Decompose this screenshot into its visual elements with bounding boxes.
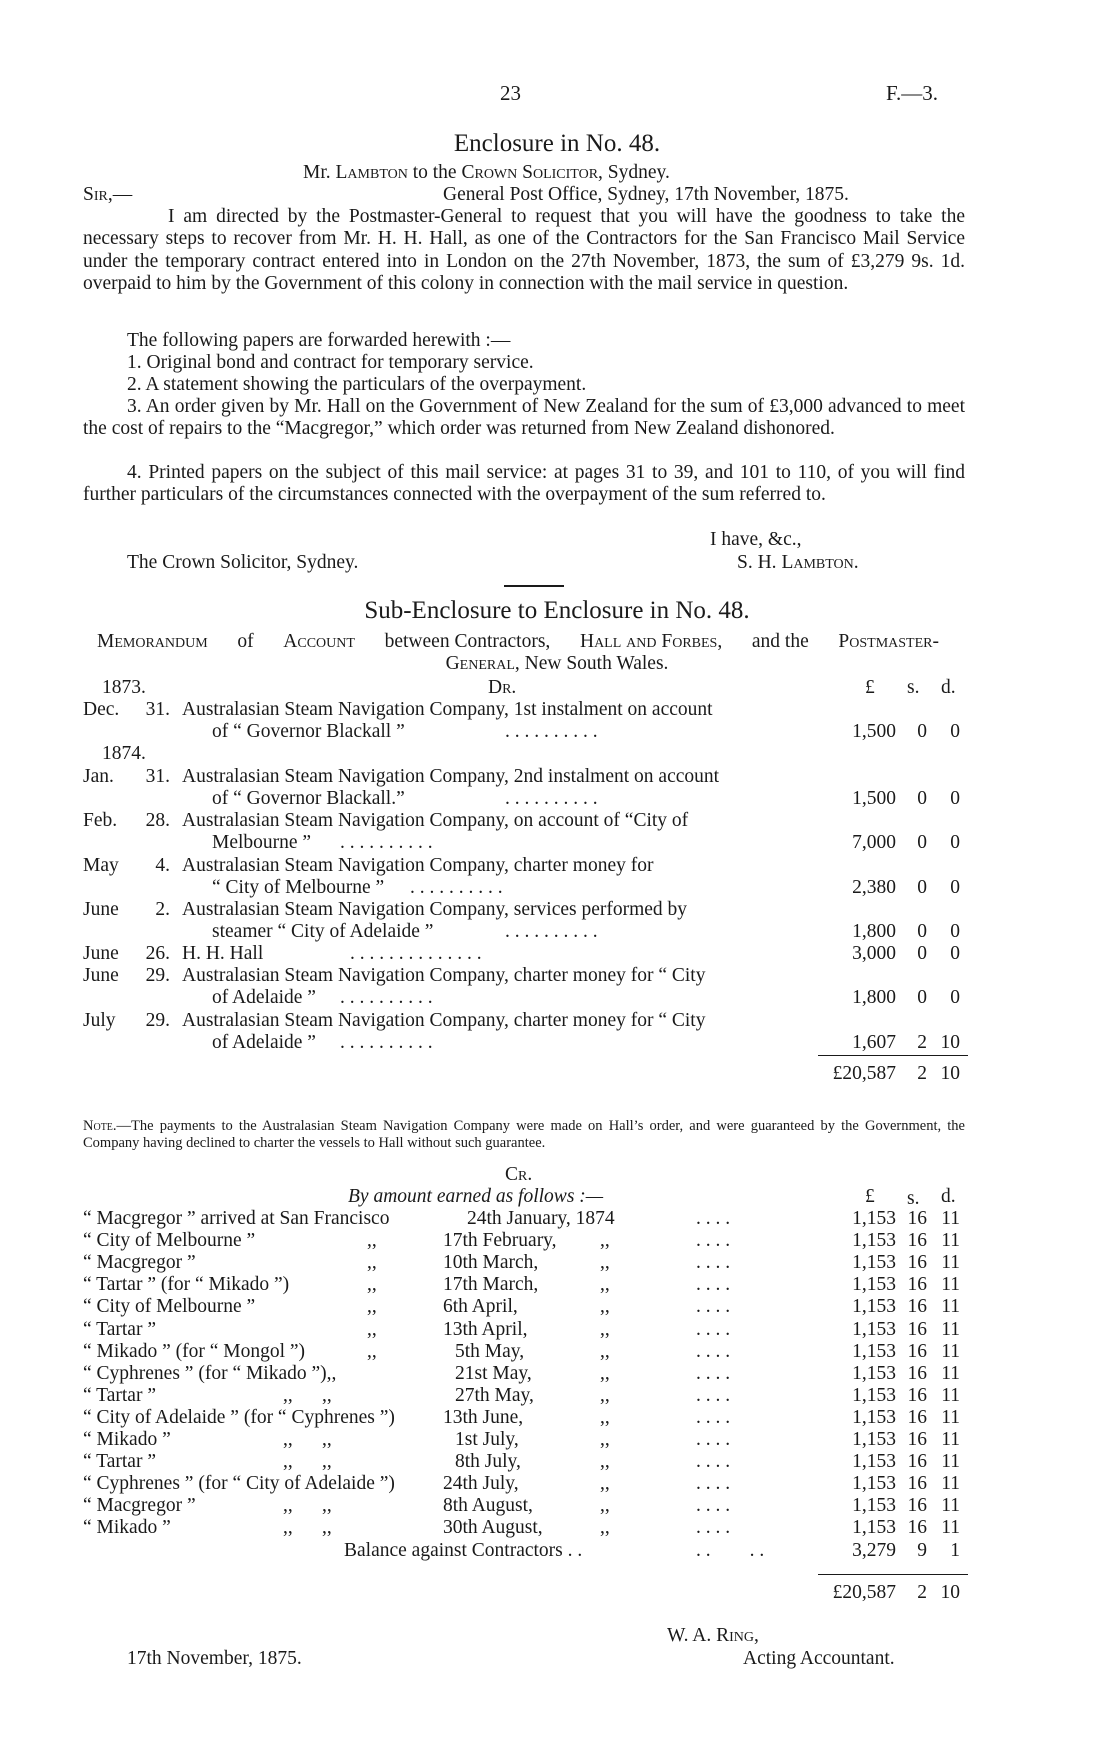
cr-leader: . . . . xyxy=(696,1495,731,1517)
dr-total-pounds: £20,587 xyxy=(832,1063,896,1084)
dr-month: June xyxy=(83,899,119,920)
cr-date: 8th July, xyxy=(455,1451,521,1473)
dr-description: Australasian Steam Navigation Company, charter money for “ City xyxy=(182,965,706,986)
cr-ditto-mark: ,, ,, xyxy=(283,1495,332,1517)
cr-shillings: 16 xyxy=(907,1517,927,1539)
cr-date: 17th February, xyxy=(443,1230,557,1252)
sub-enclosure-title: Sub-Enclosure to Enclosure in No. 48. xyxy=(364,597,750,624)
cr-date: 30th August, xyxy=(443,1517,543,1539)
cr-leader: . . . . xyxy=(696,1340,731,1362)
cr-ditto: ,, xyxy=(600,1429,610,1450)
balance-pence: 1 xyxy=(950,1540,960,1561)
dr-leader: . . . . . . . . . . xyxy=(340,832,433,853)
cr-pounds: 1,153 xyxy=(852,1517,896,1539)
dr-leader: . . . . . . . . . . xyxy=(340,1032,433,1053)
dr-leader: . . . . . . . . . . xyxy=(505,788,598,809)
cr-date: 13th April, xyxy=(443,1318,528,1340)
cr-pounds: 1,153 xyxy=(852,1384,896,1406)
cr-shillings: 16 xyxy=(907,1384,927,1406)
dr-pence: 0 xyxy=(950,987,960,1008)
cr-pounds: 1,153 xyxy=(852,1451,896,1473)
addressee: The Crown Solicitor, Sydney. xyxy=(127,552,359,573)
cr-date: 21st May, xyxy=(455,1362,532,1384)
cr-shillings: 16 xyxy=(907,1230,927,1252)
cr-total-shillings: 2 xyxy=(917,1582,927,1603)
footer-date: 17th November, 1875. xyxy=(127,1648,302,1669)
cr-pounds: 1,153 xyxy=(852,1340,896,1362)
dr-pounds: 1,607 xyxy=(852,1032,896,1053)
cr-vessel: “ Tartar ” xyxy=(83,1318,156,1340)
letter-paragraph-2: The following papers are forwarded herewith :— xyxy=(127,330,511,351)
cr-date: 8th August, xyxy=(443,1495,533,1517)
dr-col-pence: d. xyxy=(941,677,956,698)
cr-shillings: 16 xyxy=(907,1451,927,1473)
cr-ditto: ,, xyxy=(600,1252,610,1274)
cr-total-pence: 10 xyxy=(940,1582,960,1603)
series-reference: F.—3. xyxy=(886,81,938,105)
cr-vessel: “ Cyphrenes ” (for “ City of Adelaide ”) xyxy=(83,1473,395,1495)
letter-paragraph-1: I am directed by the Postmaster-General to request that you will have the goodness to take the necessary steps to recover from Mr. H. H. Hall, as one of the Contractors for the San Francisco Mail Service under the temporary contract entered into in London on the 27th November, 1873, the sum of £3,279 9s. 1d. overpaid to him by the Government of this colony in connection with the mail service in question. xyxy=(83,206,965,295)
list-item-1: 1. Original bond and contract for temporary service. xyxy=(127,352,534,373)
cr-pounds: 1,153 xyxy=(852,1274,896,1296)
cr-shillings: 16 xyxy=(907,1252,927,1274)
dr-description: Australasian Steam Navigation Company, 1st instalment on account xyxy=(182,699,713,720)
dr-description-continued: of “ Governor Blackall ” xyxy=(212,721,405,742)
memorandum-line-2: General, New South Wales. xyxy=(445,653,669,674)
cr-leader: . . . . xyxy=(696,1517,731,1539)
enclosure-heading: Mr. Lambton to the Crown Solicitor, Sydney. xyxy=(303,162,670,183)
dr-month: May xyxy=(83,855,119,876)
dr-pence: 10 xyxy=(940,1032,960,1053)
cr-pounds: 1,153 xyxy=(852,1473,896,1495)
dr-year-1873: 1873. xyxy=(102,677,146,698)
dr-pounds: 1,800 xyxy=(852,987,896,1008)
cr-date: 24th July, xyxy=(443,1473,519,1495)
cr-vessel: “ Tartar ” (for “ Mikado ”) xyxy=(83,1274,290,1296)
salutation: Sir,— xyxy=(83,184,133,205)
list-item-3: 3. An order given by Mr. Hall on the Government of New Zealand for the sum of £3,000 advanced to meet the cost of repairs to the “Macgregor,” which order was returned from New Zealand dishonored. xyxy=(83,396,965,440)
cr-pence: 11 xyxy=(941,1473,960,1495)
cr-vessel: “ Mikado ” (for “ Mongol ”) xyxy=(83,1340,306,1362)
dr-description-continued: steamer “ City of Adelaide ” xyxy=(212,921,434,942)
cr-date: 5th May, xyxy=(455,1340,525,1362)
cr-ditto: ,, xyxy=(600,1517,610,1539)
enclosure-title: Enclosure in No. 48. xyxy=(453,130,661,157)
cr-vessel: “ Mikado ” xyxy=(83,1429,171,1450)
cr-leader: . . . . xyxy=(696,1384,731,1406)
dr-month: Jan. xyxy=(83,766,114,787)
dr-pence: 0 xyxy=(950,943,960,964)
cr-pounds: 1,153 xyxy=(852,1429,896,1450)
dr-shillings: 0 xyxy=(917,788,927,809)
dr-leader: . . . . . . . . . . xyxy=(505,921,598,942)
dr-leader: . . . . . . . . . . . . . . xyxy=(350,943,482,964)
cr-leader: . . . . xyxy=(696,1274,731,1296)
cr-pounds: 1,153 xyxy=(852,1252,896,1274)
cr-ditto-mark: ,, xyxy=(367,1274,377,1296)
cr-shillings: 16 xyxy=(907,1362,927,1384)
cr-pence: 11 xyxy=(941,1296,960,1318)
dr-total-pence: 10 xyxy=(940,1063,960,1084)
dr-description: Australasian Steam Navigation Company, on account of “City of xyxy=(182,810,689,831)
dr-shillings: 0 xyxy=(917,721,927,742)
cr-leader: . . . . xyxy=(696,1473,731,1495)
cr-ditto-mark: ,, xyxy=(367,1252,377,1274)
cr-col-pence: d. xyxy=(941,1186,956,1207)
dr-pence: 0 xyxy=(950,721,960,742)
cr-ditto-mark: ,, ,, xyxy=(283,1384,332,1406)
dr-day: 2. xyxy=(155,899,170,920)
cr-date: 13th June, xyxy=(443,1406,524,1428)
dr-year-1874: 1874. xyxy=(102,743,146,764)
cr-vessel: “ City of Melbourne ” xyxy=(83,1230,256,1252)
cr-ditto-mark: ,, ,, xyxy=(283,1429,332,1450)
dr-month: June xyxy=(83,965,119,986)
cr-total-rule xyxy=(818,1574,968,1575)
cr-ditto-mark: ,, ,, xyxy=(283,1517,332,1539)
cr-shillings: 16 xyxy=(907,1318,927,1340)
cr-ditto-mark: ,, xyxy=(367,1340,377,1362)
cr-pounds: 1,153 xyxy=(852,1230,896,1252)
cr-shillings: 16 xyxy=(907,1473,927,1495)
balance-shillings: 9 xyxy=(917,1540,927,1561)
address-line: General Post Office, Sydney, 17th November, 1875. xyxy=(443,184,849,205)
cr-ditto: ,, xyxy=(600,1473,610,1495)
dr-total-shillings: 2 xyxy=(917,1063,927,1084)
cr-shillings: 16 xyxy=(907,1274,927,1296)
cr-shillings: 16 xyxy=(907,1296,927,1318)
cr-leader: . . . . xyxy=(696,1230,731,1252)
balance-label: Balance against Contractors . . xyxy=(344,1540,583,1561)
cr-pence: 11 xyxy=(941,1517,960,1539)
cr-pounds: 1,153 xyxy=(852,1296,896,1318)
dr-month: July xyxy=(83,1010,116,1031)
list-item-4: 4. Printed papers on the subject of this mail service: at pages 31 to 39, and 101 to 110, of you will find further particulars of the circumstances connected with the overpayment of the sum referred to. xyxy=(83,462,965,506)
cr-shillings: 16 xyxy=(907,1429,927,1450)
cr-vessel: “ Cyphrenes ” (for “ Mikado ”),, xyxy=(83,1362,337,1384)
cr-pounds: 1,153 xyxy=(852,1208,896,1229)
cr-leader: . . . . xyxy=(696,1362,731,1384)
cr-ditto: ,, xyxy=(600,1495,610,1517)
cr-pence: 11 xyxy=(941,1252,960,1274)
dr-leader: . . . . . . . . . . xyxy=(410,877,503,898)
dr-heading: Dr. xyxy=(488,677,517,698)
cr-pounds: 1,153 xyxy=(852,1318,896,1340)
list-item-2: 2. A statement showing the particulars of the overpayment. xyxy=(127,374,587,395)
cr-total-pounds: £20,587 xyxy=(832,1582,896,1603)
cr-ditto: ,, xyxy=(600,1274,610,1296)
cr-leader: . . . . xyxy=(696,1451,731,1473)
dr-day: 4. xyxy=(155,855,170,876)
cr-date: 27th May, xyxy=(455,1384,534,1406)
cr-shillings: 16 xyxy=(907,1208,927,1229)
cr-heading: Cr. xyxy=(505,1164,533,1185)
cr-date: 24th January, 1874 xyxy=(467,1208,615,1229)
dr-total-rule xyxy=(818,1055,968,1056)
cr-pence: 11 xyxy=(941,1406,960,1428)
dr-month: Dec. xyxy=(83,699,120,720)
dr-pence: 0 xyxy=(950,832,960,853)
cr-vessel: “ Mikado ” xyxy=(83,1517,171,1539)
dr-pence: 0 xyxy=(950,877,960,898)
dr-description: Australasian Steam Navigation Company, charter money for xyxy=(182,855,654,876)
cr-pence: 11 xyxy=(941,1451,960,1473)
cr-vessel: “ Tartar ” xyxy=(83,1384,156,1406)
cr-pounds: 1,153 xyxy=(852,1406,896,1428)
balance-leader: . . . . xyxy=(696,1540,765,1561)
dr-pounds: 3,000 xyxy=(852,943,896,964)
cr-pence: 11 xyxy=(941,1318,960,1340)
dr-pounds: 1,500 xyxy=(852,721,896,742)
cr-subheading: By amount earned as follows :— xyxy=(348,1186,604,1207)
cr-ditto: ,, xyxy=(600,1406,610,1428)
cr-pence: 11 xyxy=(941,1429,960,1450)
dr-description: Australasian Steam Navigation Company, services performed by xyxy=(182,899,688,920)
dr-description-continued: “ City of Melbourne ” xyxy=(212,877,385,898)
cr-vessel: “ Macgregor ” arrived at San Francisco xyxy=(83,1208,390,1229)
dr-col-pounds: £ xyxy=(865,677,875,698)
cr-date: 10th March, xyxy=(443,1252,539,1274)
cr-pence: 11 xyxy=(941,1384,960,1406)
dr-month: Feb. xyxy=(83,810,118,831)
divider xyxy=(504,585,564,587)
cr-leader: . . . . xyxy=(696,1296,731,1318)
cr-vessel: “ Macgregor ” xyxy=(83,1495,196,1517)
signer-title: Acting Accountant. xyxy=(743,1648,895,1669)
signer: W. A. Ring, xyxy=(667,1625,759,1646)
cr-leader: . . . . xyxy=(696,1208,731,1229)
dr-pounds: 1,800 xyxy=(852,921,896,942)
cr-pence: 11 xyxy=(941,1340,960,1362)
dr-shillings: 0 xyxy=(917,877,927,898)
cr-leader: . . . . xyxy=(696,1318,731,1340)
cr-leader: . . . . xyxy=(696,1252,731,1274)
cr-shillings: 16 xyxy=(907,1406,927,1428)
cr-ditto-mark: ,, xyxy=(367,1296,377,1318)
dr-description-continued: of Adelaide ” xyxy=(212,987,316,1008)
dr-description-continued: of Adelaide ” xyxy=(212,1032,316,1053)
dr-day: 29. xyxy=(145,965,170,986)
cr-pence: 11 xyxy=(941,1274,960,1296)
cr-vessel: “ Tartar ” xyxy=(83,1451,156,1473)
dr-shillings: 0 xyxy=(917,921,927,942)
cr-vessel: “ Macgregor ” xyxy=(83,1252,196,1274)
cr-vessel: “ City of Melbourne ” xyxy=(83,1296,256,1318)
cr-shillings: 16 xyxy=(907,1340,927,1362)
dr-col-shillings: s. xyxy=(907,677,920,698)
dr-pounds: 2,380 xyxy=(852,877,896,898)
dr-shillings: 2 xyxy=(917,1032,927,1053)
cr-ditto: ,, xyxy=(600,1451,610,1473)
signature: S. H. Lambton. xyxy=(737,552,859,573)
cr-ditto-mark: ,, ,, xyxy=(283,1451,332,1473)
cr-shillings: 16 xyxy=(907,1495,927,1517)
dr-shillings: 0 xyxy=(917,987,927,1008)
cr-pounds: 1,153 xyxy=(852,1362,896,1384)
cr-leader: . . . . xyxy=(696,1406,731,1428)
cr-ditto: ,, xyxy=(600,1318,610,1340)
cr-ditto: ,, xyxy=(600,1384,610,1406)
cr-date: 1st July, xyxy=(455,1429,519,1450)
dr-pounds: 1,500 xyxy=(852,788,896,809)
cr-pence: 11 xyxy=(941,1230,960,1252)
memorandum-line-1: Memorandum of Account between Contractors, Hall and Forbes, and the Postmaster- xyxy=(97,631,939,652)
closing: I have, &c., xyxy=(710,529,802,550)
cr-leader: . . . . xyxy=(696,1429,731,1450)
dr-month: June xyxy=(83,943,119,964)
cr-ditto: ,, xyxy=(600,1296,610,1318)
cr-ditto: ,, xyxy=(600,1362,610,1384)
dr-shillings: 0 xyxy=(917,943,927,964)
cr-date: 17th March, xyxy=(443,1274,539,1296)
dr-pence: 0 xyxy=(950,788,960,809)
dr-description-continued: of “ Governor Blackall.” xyxy=(212,788,405,809)
dr-pounds: 7,000 xyxy=(852,832,896,853)
page-number: 23 xyxy=(500,81,521,105)
dr-description-continued: Melbourne ” xyxy=(212,832,312,853)
dr-leader: . . . . . . . . . . xyxy=(340,987,433,1008)
cr-pounds: 1,153 xyxy=(852,1495,896,1517)
cr-ditto: ,, xyxy=(600,1340,610,1362)
cr-pence: 11 xyxy=(941,1362,960,1384)
balance-pounds: 3,279 xyxy=(852,1540,896,1561)
cr-ditto-mark: ,, xyxy=(367,1230,377,1252)
cr-ditto-mark: ,, xyxy=(367,1318,377,1340)
dr-description: H. H. Hall xyxy=(182,943,264,964)
cr-ditto: ,, xyxy=(600,1230,610,1252)
dr-pence: 0 xyxy=(950,921,960,942)
dr-day: 26. xyxy=(145,943,170,964)
dr-day: 31. xyxy=(145,766,170,787)
cr-vessel: “ City of Adelaide ” (for “ Cyphrenes ”) xyxy=(83,1406,395,1428)
dr-description: Australasian Steam Navigation Company, charter money for “ City xyxy=(182,1010,706,1031)
cr-pence: 11 xyxy=(941,1495,960,1517)
dr-shillings: 0 xyxy=(917,832,927,853)
cr-pence: 11 xyxy=(941,1208,960,1229)
dr-day: 28. xyxy=(145,810,170,831)
cr-col-shillings: s. xyxy=(907,1188,920,1209)
dr-day: 31. xyxy=(145,699,170,720)
dr-description: Australasian Steam Navigation Company, 2nd instalment on account xyxy=(182,766,720,787)
dr-day: 29. xyxy=(145,1010,170,1031)
note: Note.—The payments to the Australasian Steam Navigation Company were made on Hall’s order, and were guaranteed by the Government, the Company having declined to charter the vessels to Hall without such guarantee. xyxy=(83,1118,965,1151)
cr-date: 6th April, xyxy=(443,1296,518,1318)
cr-col-pounds: £ xyxy=(865,1186,875,1207)
dr-leader: . . . . . . . . . . xyxy=(505,721,598,742)
